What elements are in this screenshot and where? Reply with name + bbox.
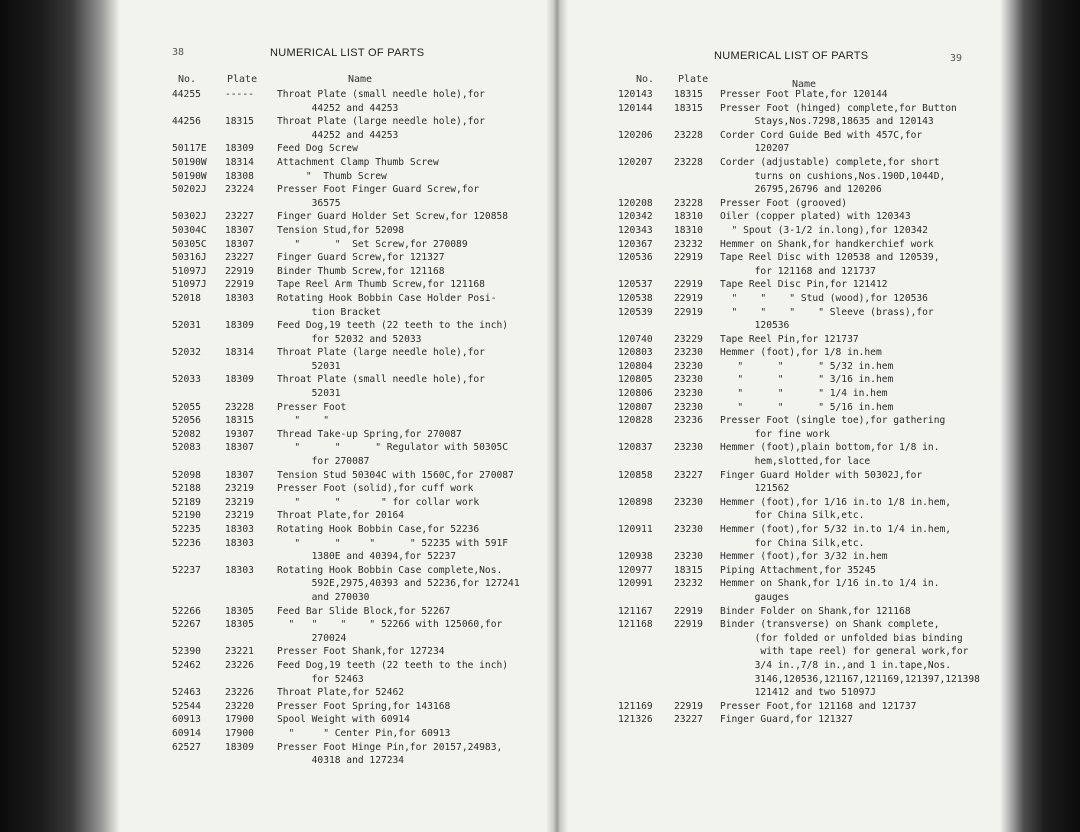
part-number: 121326 <box>618 714 653 726</box>
part-name: Presser Foot Hinge Pin,for 20157,24983, 40318 and 127234 <box>277 741 503 767</box>
part-name: Hemmer (foot),for 5/32 in.to 1/4 in.hem, for China Silk,etc. <box>720 524 952 549</box>
part-number: 120977 <box>618 564 653 576</box>
part-number: 120342 <box>618 211 653 223</box>
part-name: Feed Dog,19 teeth (22 teeth to the inch) for 52032 and 52033 <box>277 320 509 345</box>
column-header-plate: Plate <box>678 74 709 85</box>
part-number: 120807 <box>618 401 653 413</box>
page-title: NUMERICAL LIST OF PARTS <box>714 50 869 62</box>
table-row <box>120 210 546 224</box>
plate-number: 17900 <box>225 714 254 726</box>
part-number: 50302J <box>172 211 207 223</box>
left-page <box>120 0 546 832</box>
plate-number: 18307 <box>225 469 254 481</box>
part-name: Presser Foot (solid),for cuff work <box>277 483 474 495</box>
plate-number: 22919 <box>674 619 703 631</box>
part-name: " " " 5/32 in.hem <box>720 360 894 372</box>
table-row <box>120 686 546 700</box>
part-name: Finger Guard Holder Set Screw,for 120858 <box>277 211 509 223</box>
part-number: 52190 <box>172 510 201 522</box>
part-name: Presser Foot (hinged) complete,for Button Stays,Nos.7298,18635 and 120143 <box>720 102 957 128</box>
part-number: 52098 <box>172 469 201 481</box>
part-name: Finger Guard,for 121327 <box>720 714 853 726</box>
part-number: 50304C <box>172 224 207 236</box>
plate-number: 22919 <box>674 279 703 291</box>
part-name: Tape Reel Disc Pin,for 121412 <box>720 279 888 291</box>
plate-number: 18309 <box>225 741 254 753</box>
plate-number: 18310 <box>674 211 703 223</box>
part-number: 52266 <box>172 605 201 617</box>
part-number: 120806 <box>618 388 653 400</box>
part-number: 120343 <box>618 224 653 236</box>
part-number: 120938 <box>618 551 653 563</box>
table-row <box>120 496 546 510</box>
part-number: 52083 <box>172 442 201 454</box>
table-row <box>568 605 1000 619</box>
part-number: 120858 <box>618 469 653 481</box>
part-number: 120367 <box>618 238 653 250</box>
part-name: Oiler (copper plated) with 120343 <box>720 211 911 223</box>
table-row <box>568 441 1000 468</box>
part-name: Presser Foot <box>277 401 347 413</box>
part-number: 52462 <box>172 659 201 671</box>
part-number: 52031 <box>172 320 201 332</box>
plate-number: 23232 <box>674 578 703 590</box>
plate-number: 18314 <box>225 347 254 359</box>
part-number: 52267 <box>172 619 201 631</box>
part-name: Finger Guard Holder with 50302J,for 121562 <box>720 469 923 495</box>
column-header-plate: Plate <box>227 74 258 85</box>
scan-shadow-right <box>1000 0 1080 832</box>
table-row <box>120 115 546 142</box>
plate-number: 23230 <box>674 360 703 372</box>
part-number: 120207 <box>618 156 653 168</box>
column-header-name: Name <box>348 74 373 85</box>
part-number: 120837 <box>618 442 653 454</box>
plate-number: 18307 <box>225 442 254 454</box>
part-number: 120804 <box>618 360 653 372</box>
plate-number: 18309 <box>225 143 254 155</box>
table-row <box>568 577 1000 604</box>
table-row <box>568 251 1000 278</box>
table-row <box>120 319 546 346</box>
part-name: " " " " 52235 with 591F 1380E and 40394,for 52237 <box>294 537 509 563</box>
part-name: " " " 5/16 in.hem <box>720 401 894 413</box>
table-row <box>568 373 1000 387</box>
plate-number: 18315 <box>225 116 254 128</box>
table-row <box>120 509 546 523</box>
plate-number: 18315 <box>225 415 254 427</box>
part-number: 60913 <box>172 714 201 726</box>
part-name: " " " for collar work <box>277 496 480 508</box>
table-row <box>568 292 1000 306</box>
table-row <box>120 278 546 292</box>
part-number: 52018 <box>172 292 201 304</box>
part-number: 121169 <box>618 700 653 712</box>
table-row <box>120 88 546 115</box>
plate-number: 23230 <box>674 388 703 400</box>
table-row <box>120 238 546 252</box>
part-number: 52189 <box>172 496 201 508</box>
part-name: Throat Plate (small needle hole),for 52031 <box>277 374 485 400</box>
column-header-no: No. <box>636 74 655 85</box>
parts-list <box>120 88 546 768</box>
part-name: " Spout (3-1/2 in.long),for 120342 <box>720 224 928 236</box>
plate-number: 18307 <box>225 224 254 236</box>
part-number: 120144 <box>618 102 653 114</box>
part-number: 121168 <box>618 619 653 631</box>
table-row <box>568 360 1000 374</box>
table-row <box>568 278 1000 292</box>
part-number: 52463 <box>172 687 201 699</box>
plate-number: 18310 <box>674 224 703 236</box>
part-name: Presser Foot (single toe),for gathering for fine work <box>720 415 946 440</box>
table-row <box>568 618 1000 700</box>
part-name: Binder (transverse) on Shank complete, (for folded or unfolded bias binding with tape reel) for general work,for 3/4 in.,7/8 in.,and 1 in.tape,Nos. 3146,120536,121167,121169,121397,121398 121412 and two 51097J <box>720 619 980 699</box>
part-name: Throat Plate (large needle hole),for 44252 and 44253 <box>277 116 485 141</box>
part-name: Piping Attachment,for 35245 <box>720 564 876 576</box>
part-name: " " " 1/4 in.hem <box>720 388 888 400</box>
part-name: Hemmer on Shank,for 1/16 in.to 1/4 in. gauges <box>720 578 940 603</box>
table-row <box>120 401 546 415</box>
part-name: Rotating Hook Bobbin Case Holder Posi- tion Bracket <box>277 292 497 318</box>
part-name: " " Center Pin,for 60913 <box>277 727 451 739</box>
part-number: 52235 <box>172 524 201 535</box>
part-name: Corder Cord Guide Bed with 457C,for 120207 <box>720 129 923 155</box>
plate-number: 22919 <box>674 700 703 712</box>
part-name: " " <box>277 415 329 427</box>
part-number: 120740 <box>618 333 653 345</box>
page-number: 38 <box>172 47 185 58</box>
part-number: 120803 <box>618 347 653 359</box>
plate-number: 18315 <box>674 102 703 114</box>
part-number: 120537 <box>618 279 653 291</box>
part-number: 52082 <box>172 428 201 440</box>
plate-number: 18303 <box>225 524 254 535</box>
plate-number: 18309 <box>225 374 254 386</box>
part-number: 52188 <box>172 483 201 495</box>
part-number: 52237 <box>172 564 201 576</box>
plate-number: 23227 <box>225 211 254 223</box>
part-number: 120536 <box>618 252 653 264</box>
part-name: Attachment Clamp Thumb Screw <box>277 156 439 168</box>
part-number: 52236 <box>172 537 201 549</box>
part-number: 51097J <box>172 265 207 277</box>
table-row <box>120 265 546 279</box>
part-name: Presser Foot Shank,for 127234 <box>277 646 445 658</box>
plate-number: 23228 <box>225 401 254 413</box>
part-number: 52055 <box>172 401 201 413</box>
table-row <box>120 428 546 442</box>
part-number: 50202J <box>172 184 207 196</box>
table-row <box>120 713 546 727</box>
part-name: Feed Dog Screw <box>277 143 358 155</box>
table-row <box>568 102 1000 129</box>
right-page <box>568 0 1000 832</box>
part-number: 120539 <box>618 306 653 318</box>
plate-number: 23227 <box>674 714 703 726</box>
part-name: Feed Dog,19 teeth (22 teeth to the inch) for 52463 <box>277 659 509 685</box>
table-row <box>120 618 546 645</box>
part-number: 52032 <box>172 347 201 359</box>
table-row <box>120 700 546 714</box>
scan-shadow-left <box>0 0 120 832</box>
part-name: Tape Reel Arm Thumb Screw,for 121168 <box>277 279 485 291</box>
plate-number: 23230 <box>674 442 703 454</box>
part-name: Presser Foot (grooved) <box>720 197 848 209</box>
part-name: Rotating Hook Bobbin Case,for 52236 <box>277 524 480 535</box>
plate-number: 18309 <box>225 320 254 332</box>
plate-number: 23228 <box>674 156 703 168</box>
table-row <box>568 224 1000 238</box>
table-row <box>568 238 1000 252</box>
table-row <box>568 414 1000 441</box>
plate-number: 18315 <box>674 564 703 576</box>
table-row <box>568 210 1000 224</box>
part-name: Hemmer (foot),for 3/32 in.hem <box>720 551 888 563</box>
page-number: 39 <box>950 53 963 64</box>
plate-number: 23221 <box>225 646 254 658</box>
table-row <box>120 645 546 659</box>
part-number: 120991 <box>618 578 653 590</box>
part-name: " " " 3/16 in.hem <box>720 374 894 386</box>
table-row <box>120 414 546 428</box>
part-name: Tape Reel Pin,for 121737 <box>720 333 859 345</box>
table-row <box>568 156 1000 197</box>
part-name: Hemmer (foot),for 1/16 in.to 1/8 in.hem, for China Silk,etc. <box>720 496 952 522</box>
parts-list <box>568 88 1000 727</box>
table-row <box>568 469 1000 496</box>
table-row <box>120 441 546 468</box>
table-row <box>568 306 1000 333</box>
table-row <box>568 88 1000 102</box>
part-number: 50190W <box>172 170 207 182</box>
table-row <box>568 713 1000 727</box>
plate-number: 18303 <box>225 537 254 549</box>
plate-number: 23220 <box>225 700 254 712</box>
part-name: Presser Foot Finger Guard Screw,for 36575 <box>277 184 480 209</box>
plate-number: 23228 <box>674 129 703 141</box>
part-name: Throat Plate (small needle hole),for 44252 and 44253 <box>277 89 485 114</box>
part-number: 52390 <box>172 646 201 658</box>
plate-number: 23227 <box>225 252 254 264</box>
part-number: 52033 <box>172 374 201 386</box>
part-number: 52544 <box>172 700 201 712</box>
table-row <box>120 659 546 686</box>
part-number: 60914 <box>172 727 201 739</box>
part-name: Corder (adjustable) complete,for short turns on cushions,Nos.190D,1044D, 26795,26796 and 120206 <box>720 156 946 196</box>
plate-number: 23230 <box>674 496 703 508</box>
plate-number: 23230 <box>674 401 703 413</box>
table-row <box>568 129 1000 156</box>
table-row <box>120 727 546 741</box>
table-row <box>120 605 546 619</box>
page-title: NUMERICAL LIST OF PARTS <box>270 47 425 59</box>
plate-number: 22919 <box>674 252 703 264</box>
plate-number: 19307 <box>225 428 254 440</box>
plate-number: 22919 <box>674 306 703 318</box>
table-row <box>568 387 1000 401</box>
plate-number: 22919 <box>674 605 703 617</box>
part-name: Presser Foot,for 121168 and 121737 <box>720 700 917 712</box>
table-row <box>568 333 1000 347</box>
plate-number: 18314 <box>225 156 254 168</box>
table-row <box>568 700 1000 714</box>
part-name: Throat Plate,for 52462 <box>277 687 405 699</box>
table-row <box>568 401 1000 415</box>
table-row <box>120 183 546 210</box>
table-row <box>120 469 546 483</box>
table-row <box>120 170 546 184</box>
table-row <box>120 482 546 496</box>
plate-number: 18305 <box>225 605 254 617</box>
part-number: 52056 <box>172 415 201 427</box>
table-row <box>120 156 546 170</box>
part-name: Throat Plate (large needle hole),for 52031 <box>277 347 485 372</box>
part-number: 51097J <box>172 279 207 291</box>
part-name: Rotating Hook Bobbin Case complete,Nos. 592E,2975,40393 and 52236,for 127241 and 270030 <box>277 564 520 603</box>
part-name: Hemmer (foot),plain bottom,for 1/8 in. hem,slotted,for lace <box>720 442 940 468</box>
plate-number: 18303 <box>225 292 254 304</box>
part-name: Tension Stud 50304C with 1560C,for 270087 <box>277 469 514 481</box>
part-number: 121167 <box>618 605 653 617</box>
plate-number: 23230 <box>674 524 703 535</box>
table-row <box>120 537 546 564</box>
part-name: " " " Stud (wood),for 120536 <box>720 292 928 304</box>
plate-number: 23227 <box>674 469 703 481</box>
part-name: Tape Reel Disc with 120538 and 120539, for 121168 and 121737 <box>720 252 940 277</box>
part-name: " " " " Sleeve (brass),for 120536 <box>731 306 934 332</box>
plate-number: 22919 <box>225 279 254 291</box>
part-name: Finger Guard Screw,for 121327 <box>277 252 445 264</box>
table-row <box>120 346 546 373</box>
part-name: Hemmer on Shank,for handkerchief work <box>720 238 934 250</box>
part-name: Hemmer (foot),for 1/8 in.hem <box>720 347 882 359</box>
part-number: 62527 <box>172 741 201 753</box>
plate-number: 23219 <box>225 496 254 508</box>
table-row <box>120 292 546 319</box>
plate-number: 18305 <box>225 619 254 631</box>
plate-number: 23226 <box>225 687 254 699</box>
plate-number: 23228 <box>674 197 703 209</box>
part-name: Binder Thumb Screw,for 121168 <box>277 265 445 277</box>
part-number: 50190W <box>172 156 207 168</box>
plate-number: 23236 <box>674 415 703 427</box>
part-name: " " " Regulator with 50305C for 270087 <box>294 442 509 468</box>
plate-number: 18303 <box>225 564 254 576</box>
part-name: " " Set Screw,for 270089 <box>277 238 468 250</box>
part-number: 120206 <box>618 129 653 141</box>
part-name: Thread Take-up Spring,for 270087 <box>277 428 462 440</box>
part-number: 120538 <box>618 292 653 304</box>
part-name: Feed Bar Slide Block,for 52267 <box>277 605 451 617</box>
plate-number: 22919 <box>674 292 703 304</box>
plate-number: 18315 <box>674 89 703 100</box>
table-row <box>120 251 546 265</box>
part-number: 120898 <box>618 496 653 508</box>
part-number: 120828 <box>618 415 653 427</box>
plate-number: 23224 <box>225 184 254 196</box>
column-header-name: Name <box>792 79 817 90</box>
table-row <box>568 496 1000 523</box>
table-row <box>568 564 1000 578</box>
part-number: 120208 <box>618 197 653 209</box>
part-number: 120143 <box>618 89 653 100</box>
plate-number: 23219 <box>225 483 254 495</box>
part-name: " Thumb Screw <box>277 170 387 182</box>
part-name: " " " " 52266 with 125060,for 270024 <box>288 619 503 644</box>
part-number: 44256 <box>172 116 201 128</box>
part-name: Spool Weight with 60914 <box>277 714 410 726</box>
part-number: 50117E <box>172 143 207 155</box>
plate-number: 17900 <box>225 727 254 739</box>
part-name: Tension Stud,for 52098 <box>277 224 405 236</box>
table-row <box>568 523 1000 550</box>
part-name: Presser Foot Plate,for 120144 <box>720 89 888 100</box>
plate-number: 23232 <box>674 238 703 250</box>
part-number: 50305C <box>172 238 207 250</box>
table-row <box>120 142 546 156</box>
plate-number: 23219 <box>225 510 254 522</box>
plate-number: ----- <box>225 89 254 100</box>
plate-number: 23230 <box>674 347 703 359</box>
table-row <box>120 224 546 238</box>
table-row <box>120 523 546 537</box>
plate-number: 23230 <box>674 551 703 563</box>
plate-number: 22919 <box>225 265 254 277</box>
part-name: Presser Foot Spring,for 143168 <box>277 700 451 712</box>
part-number: 50316J <box>172 252 207 264</box>
book-gutter <box>546 0 568 832</box>
plate-number: 18308 <box>225 170 254 182</box>
table-row <box>120 741 546 768</box>
plate-number: 23229 <box>674 333 703 345</box>
part-name: Throat Plate,for 20164 <box>277 510 405 522</box>
part-number: 120911 <box>618 524 653 535</box>
table-row <box>568 550 1000 564</box>
part-number: 44255 <box>172 89 201 100</box>
column-header-no: No. <box>178 74 197 85</box>
table-row <box>120 373 546 400</box>
plate-number: 23230 <box>674 374 703 386</box>
table-row <box>568 346 1000 360</box>
part-name: Binder Folder on Shank,for 121168 <box>720 605 911 617</box>
part-number: 120805 <box>618 374 653 386</box>
table-row <box>568 197 1000 211</box>
table-row <box>120 564 546 605</box>
plate-number: 23226 <box>225 659 254 671</box>
plate-number: 18307 <box>225 238 254 250</box>
